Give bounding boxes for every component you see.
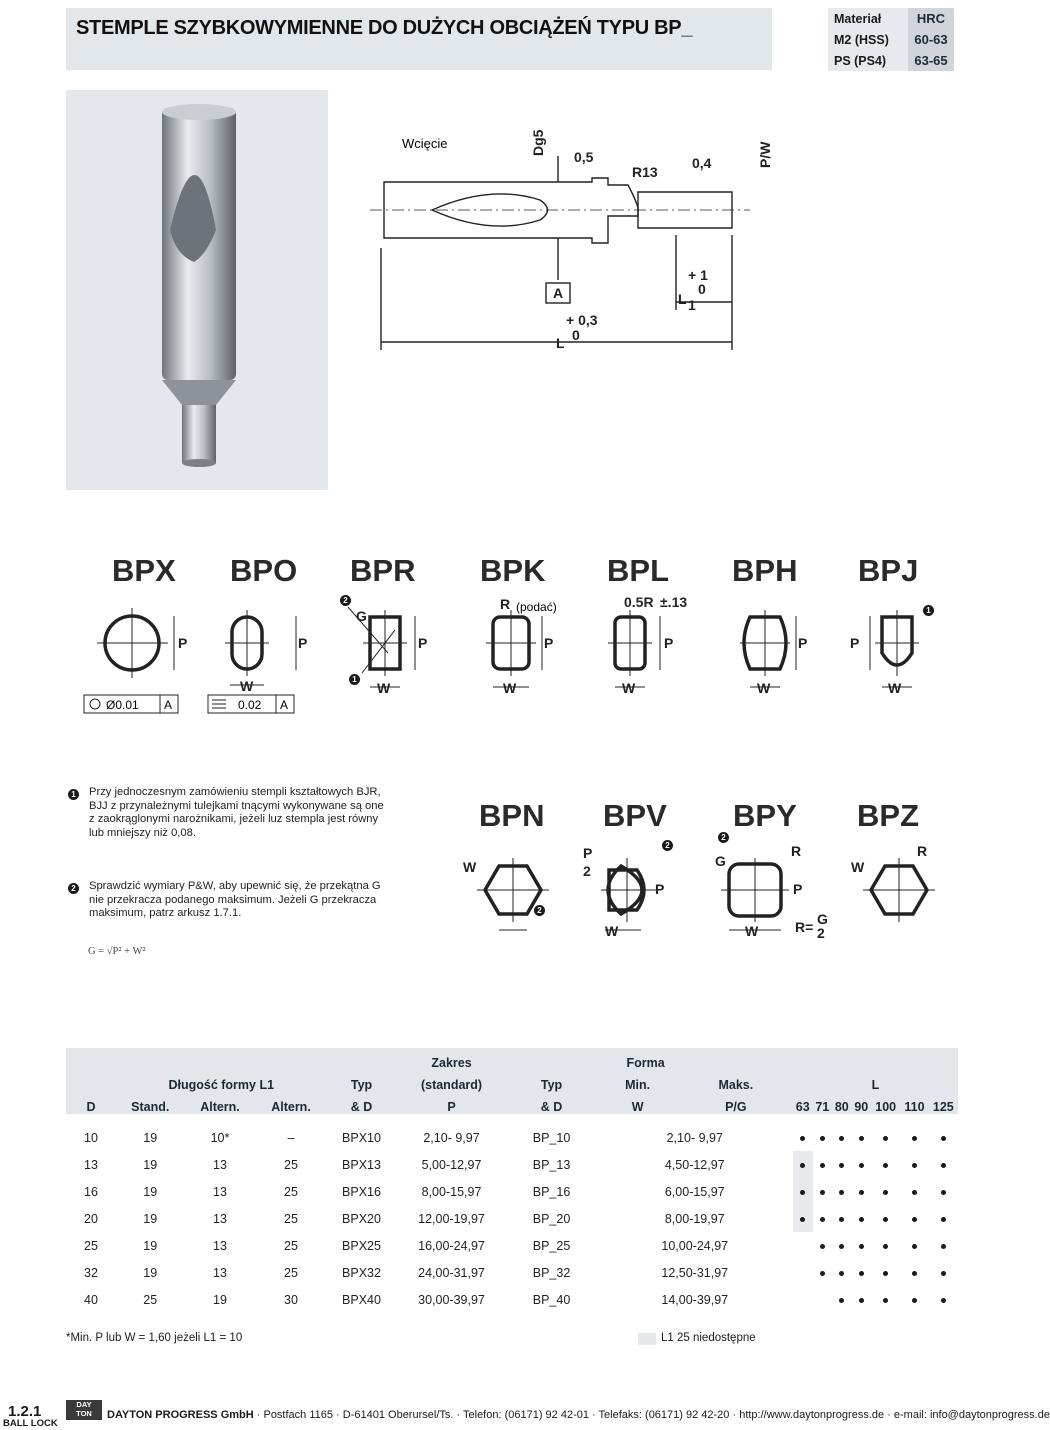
availability-dot xyxy=(820,1136,825,1141)
table-cell-d: 25 xyxy=(84,1238,98,1253)
table-cell-l-availability xyxy=(871,1232,900,1259)
availability-dot xyxy=(859,1136,864,1141)
dim-p: P xyxy=(298,635,308,651)
chamfer-label-1: 0,5 xyxy=(574,149,594,165)
table-cell-stand: 19 xyxy=(143,1157,158,1172)
table-cell-l-availability xyxy=(852,1114,872,1151)
table-cell-range: 24,00-31,97 xyxy=(418,1265,485,1280)
dim-w: W xyxy=(888,680,902,696)
table-cell-typ: BPX40 xyxy=(342,1292,381,1307)
shape-name: BPX xyxy=(112,553,176,588)
dim-w: W xyxy=(622,680,636,696)
table-cell-altern: 13 xyxy=(213,1157,227,1172)
table-cell-forma: 8,00-19,97 xyxy=(664,1211,725,1226)
col-header-l-value: 100 xyxy=(875,1100,897,1114)
availability-dot xyxy=(941,1217,946,1222)
availability-dot xyxy=(883,1190,888,1195)
address-details: · Postfach 1165 · D-61401 Oberursel/Ts. · Telefon: (06171) 92 42-01 · Telefaks: (06171) 92 42-20 · http://www.daytonprogress.de · e-mail: info@daytonprogress.de xyxy=(253,1409,1050,1421)
availability-dot xyxy=(839,1163,844,1168)
table-cell-altern: 25 xyxy=(284,1265,298,1280)
table-cell-l-availability xyxy=(813,1259,833,1286)
table-cell-range: 8,00-15,97 xyxy=(421,1184,482,1199)
col-header-stand: Stand. xyxy=(131,1100,170,1114)
availability-dot xyxy=(941,1190,946,1195)
table-cell-forma: 6,00-15,97 xyxy=(664,1184,725,1199)
radius-r-label: R xyxy=(917,843,928,859)
note-marker-2: 2 xyxy=(718,832,729,843)
table-cell-l-availability xyxy=(900,1151,928,1178)
availability-dot xyxy=(820,1217,825,1222)
table-cell-range: 12,00-19,97 xyxy=(418,1211,485,1226)
table-cell-l-availability xyxy=(813,1178,833,1205)
col-header-standard: (standard) xyxy=(420,1078,483,1092)
availability-dot xyxy=(912,1271,917,1276)
min-size-note: *Min. P lub W = 1,60 jeżeli L1 = 10 xyxy=(66,1332,243,1344)
table-cell-l-availability xyxy=(832,1151,852,1178)
table-cell-l-availability xyxy=(813,1286,833,1313)
table-cell-altern: 25 xyxy=(284,1157,298,1172)
shape-name: BPV xyxy=(603,798,667,833)
table-cell-stand: 19 xyxy=(143,1184,158,1199)
table-cell-l-availability xyxy=(832,1205,852,1232)
table-cell-l-availability xyxy=(852,1232,872,1259)
availability-dot xyxy=(839,1217,844,1222)
shape-name: BPZ xyxy=(857,798,919,833)
dg5-label: Dg5 xyxy=(530,129,546,156)
table-cell-l-availability xyxy=(793,1259,813,1286)
table-cell-typ: BP_16 xyxy=(532,1184,571,1199)
table-cell-altern: 25 xyxy=(284,1238,298,1253)
table-cell-altern: 13 xyxy=(213,1184,227,1199)
r-equals-label: R= xyxy=(795,919,814,935)
availability-dot xyxy=(912,1163,917,1168)
hrc-header: HRC xyxy=(908,8,954,29)
availability-dot xyxy=(941,1136,946,1141)
table-cell-altern: 19 xyxy=(213,1292,227,1307)
availability-dot xyxy=(912,1136,917,1141)
col-header-w: W xyxy=(631,1100,644,1114)
table-cell-stand: 19 xyxy=(143,1130,158,1145)
table-cell-d: 13 xyxy=(84,1157,98,1172)
availability-dot xyxy=(839,1136,844,1141)
dim-g: G xyxy=(715,853,726,869)
l-tol-plus: + 0,3 xyxy=(566,312,598,328)
l1-label: L xyxy=(678,291,687,307)
table-cell-typ: BPX10 xyxy=(342,1130,381,1145)
col-header-p: P xyxy=(447,1100,456,1114)
availability-dot xyxy=(912,1244,917,1249)
dim-p: P xyxy=(850,635,860,651)
col-header-pg: P/G xyxy=(725,1100,747,1114)
tolerance-value: 0.02 xyxy=(238,698,262,712)
table-cell-l-availability xyxy=(929,1286,958,1313)
punch-outline xyxy=(384,178,638,243)
table-cell-range: 5,00-12,97 xyxy=(421,1157,482,1172)
l1-tol-minus: 0 xyxy=(698,281,706,297)
table-cell-l-availability xyxy=(900,1178,928,1205)
table-cell-l-availability xyxy=(793,1178,813,1205)
r-fraction-two: 2 xyxy=(817,925,825,941)
table-cell-typ: BP_25 xyxy=(532,1238,571,1253)
table-cell-l-availability xyxy=(813,1205,833,1232)
punch-dimension-drawing xyxy=(370,120,790,360)
shape-name: BPR xyxy=(350,553,416,588)
material-name: M2 (HSS) xyxy=(828,29,908,50)
table-cell-d: 10 xyxy=(84,1130,98,1145)
table-cell-range: 30,00-39,97 xyxy=(418,1292,485,1307)
table-cell-range: 2,10- 9,97 xyxy=(423,1130,480,1145)
table-cell-l-availability xyxy=(871,1259,900,1286)
availability-dot xyxy=(839,1190,844,1195)
table-cell-l-availability xyxy=(900,1259,928,1286)
availability-dot xyxy=(912,1217,917,1222)
table-cell-l-availability xyxy=(813,1114,833,1151)
table-cell-l-availability xyxy=(900,1114,928,1151)
table-cell-forma: 2,10- 9,97 xyxy=(666,1130,723,1145)
radius-label: R13 xyxy=(632,164,658,180)
material-hrc: 60-63 xyxy=(908,29,954,50)
dim-g: G xyxy=(356,608,367,624)
note-marker-2: 2 xyxy=(340,595,351,606)
note-marker-1: 1 xyxy=(349,674,360,685)
shape-name: BPK xyxy=(480,553,546,588)
col-header-l-value: 90 xyxy=(854,1100,869,1114)
table-cell-range: 16,00-24,97 xyxy=(418,1238,485,1253)
punch-illustration xyxy=(66,90,328,490)
table-cell-l-availability xyxy=(900,1232,928,1259)
table-cell-l-availability xyxy=(900,1286,928,1313)
chamfer-label-2: 0,4 xyxy=(692,155,712,171)
table-cell-typ: BP_13 xyxy=(532,1157,571,1172)
tolerance-datum: A xyxy=(280,698,289,712)
table-cell-l-availability xyxy=(793,1232,813,1259)
table-row xyxy=(66,1151,958,1178)
logo-text-bottom: TON xyxy=(76,1409,92,1418)
dim-w: W xyxy=(240,678,254,694)
table-cell-l-availability xyxy=(852,1259,872,1286)
table-cell-l-availability xyxy=(832,1286,852,1313)
shape-name: BPJ xyxy=(858,553,919,588)
availability-dot xyxy=(800,1136,805,1141)
material-table xyxy=(828,8,954,71)
table-row xyxy=(66,1178,958,1205)
availability-dot xyxy=(883,1136,888,1141)
availability-dot xyxy=(883,1298,888,1303)
availability-dot xyxy=(820,1244,825,1249)
shapes-row-1 xyxy=(80,545,960,725)
table-cell-typ: BP_32 xyxy=(532,1265,571,1280)
table-cell-l-availability xyxy=(813,1151,833,1178)
table-cell-typ: BPX20 xyxy=(342,1211,381,1226)
note-2-text: Sprawdzić wymiary P&W, aby upewnić się, że przekątna G nie przekracza podanego maksimum. Jeżeli G przekracza maksimum, patrz arkusz 1.7.1. xyxy=(89,880,381,920)
shape-name: BPL xyxy=(607,553,669,588)
table-row xyxy=(66,1205,958,1232)
col-header-d: D xyxy=(86,1100,96,1114)
table-cell-l-availability xyxy=(832,1259,852,1286)
note-marker-2: 2 xyxy=(662,840,673,851)
col-header-zakres: Zakres xyxy=(431,1056,472,1070)
table-cell-l-availability xyxy=(929,1178,958,1205)
note-1-text: Przy jednoczesnym zamówieniu stempli kształtowych BJR, BJJ z przynależnymi tulejkami tnącymi wykonywane są one z zaokrąglonymi narożnikami, jeżeli luz stempla jest równy lub mniejszy niż 0,08. xyxy=(89,786,384,839)
col-header-typ-d: & D xyxy=(350,1100,373,1114)
table-cell-l-availability xyxy=(793,1286,813,1313)
dim-p: P xyxy=(655,881,665,897)
l-label: L xyxy=(556,335,565,351)
tolerance-datum: A xyxy=(164,698,173,712)
radius-r-label: R xyxy=(791,843,802,859)
table-cell-l-availability xyxy=(871,1151,900,1178)
table-cell-altern: 10* xyxy=(210,1130,230,1145)
table-cell-l-availability xyxy=(793,1114,813,1151)
availability-dot xyxy=(883,1163,888,1168)
table-row xyxy=(66,1286,958,1313)
table-cell-l-availability xyxy=(929,1232,958,1259)
col-header-l-value: 110 xyxy=(904,1100,925,1114)
table-cell-l-availability xyxy=(852,1205,872,1232)
dim-p: P xyxy=(418,635,428,651)
dim-w: W xyxy=(605,923,619,939)
company-address xyxy=(107,1409,1050,1421)
legend-swatch xyxy=(638,1333,656,1345)
table-cell-stand: 19 xyxy=(143,1211,158,1226)
table-cell-stand: 19 xyxy=(143,1238,158,1253)
table-cell-typ: BPX13 xyxy=(342,1157,381,1172)
table-cell-typ: BPX16 xyxy=(342,1184,381,1199)
table-cell-d: 16 xyxy=(84,1184,98,1199)
table-cell-l-availability xyxy=(793,1205,813,1232)
availability-dot xyxy=(859,1217,864,1222)
datum-a-label: A xyxy=(553,285,564,301)
dim-p: P xyxy=(583,845,593,861)
table-cell-forma: 12,50-31,97 xyxy=(661,1265,729,1280)
table-cell-forma: 14,00-39,97 xyxy=(661,1292,729,1307)
logo-text-top: DAY xyxy=(76,1400,92,1409)
availability-dot xyxy=(800,1163,805,1168)
col-header-altern: Altern. xyxy=(271,1100,311,1114)
table-cell-l-availability xyxy=(900,1205,928,1232)
note-marker-2: 2 xyxy=(68,883,79,894)
col-header-typ-d: & D xyxy=(540,1100,563,1114)
table-cell-altern: – xyxy=(287,1130,295,1145)
table-cell-l-availability xyxy=(852,1178,872,1205)
table-row xyxy=(66,1114,958,1151)
dim-w: W xyxy=(463,859,477,875)
dim-p: P xyxy=(544,635,554,651)
r-fraction-g: G xyxy=(817,911,828,927)
shape-name: BPO xyxy=(230,553,298,588)
table-cell-altern: 25 xyxy=(284,1184,298,1199)
table-cell-altern: 13 xyxy=(213,1238,227,1253)
availability-dot xyxy=(820,1163,825,1168)
specification-table xyxy=(66,1048,958,1313)
table-cell-l-availability xyxy=(929,1259,958,1286)
col-header-min: Min. xyxy=(625,1078,651,1092)
radius-note: 0.5R xyxy=(624,594,654,610)
availability-dot xyxy=(859,1190,864,1195)
company-name: DAYTON PROGRESS GmbH xyxy=(107,1409,254,1421)
availability-dot xyxy=(800,1190,805,1195)
shape-name: BPH xyxy=(732,553,798,588)
dim-w: W xyxy=(377,680,391,696)
shapes-row-2 xyxy=(455,790,955,950)
table-row xyxy=(66,1259,958,1286)
podac-label: (podać) xyxy=(516,600,557,614)
table-cell-l-availability xyxy=(871,1205,900,1232)
dim-p: P xyxy=(798,635,808,651)
l-tol-minus: 0 xyxy=(572,327,580,343)
availability-dot xyxy=(912,1298,917,1303)
page-title: STEMPLE SZYBKOWYMIENNE DO DUŻYCH OBCIĄŻEŃ TYPU BP_ xyxy=(76,17,693,39)
availability-dot xyxy=(820,1190,825,1195)
table-cell-typ: BP_40 xyxy=(532,1292,571,1307)
col-header-typ: Typ xyxy=(350,1078,373,1092)
radius-r-label: R xyxy=(500,596,511,612)
punch-head xyxy=(162,104,236,120)
table-cell-l-availability xyxy=(813,1232,833,1259)
availability-dot xyxy=(883,1271,888,1276)
material-name: PS (PS4) xyxy=(828,50,908,71)
note-marker-1: 1 xyxy=(923,605,934,616)
table-cell-forma: 10,00-24,97 xyxy=(661,1238,729,1253)
table-cell-l-availability xyxy=(793,1151,813,1178)
material-header: Materiał xyxy=(828,8,908,29)
table-cell-l-availability xyxy=(832,1232,852,1259)
table-cell-stand: 19 xyxy=(143,1265,158,1280)
table-cell-altern: 25 xyxy=(284,1211,298,1226)
dim-p: P xyxy=(793,881,803,897)
l1-subscript: 1 xyxy=(688,297,696,313)
availability-dot xyxy=(859,1271,864,1276)
table-cell-l-availability xyxy=(852,1151,872,1178)
page-number: 1.2.1 xyxy=(8,1403,42,1420)
table-cell-l-availability xyxy=(929,1114,958,1151)
availability-dot xyxy=(839,1271,844,1276)
table-cell-d: 40 xyxy=(84,1292,98,1307)
table-cell-forma: 4,50-12,97 xyxy=(664,1157,725,1172)
shape-name: BPY xyxy=(733,798,797,833)
specification-table-body xyxy=(66,1114,958,1313)
radius-tolerance: ±.13 xyxy=(660,594,688,610)
table-cell-l-availability xyxy=(871,1178,900,1205)
availability-dot xyxy=(859,1244,864,1249)
punch-taper xyxy=(162,380,236,405)
punch-tip xyxy=(182,405,216,463)
col-header-l-value: 125 xyxy=(932,1100,954,1114)
table-cell-l-availability xyxy=(871,1114,900,1151)
col-header-forma: Forma xyxy=(626,1056,665,1070)
l1-tol-plus: + 1 xyxy=(688,267,708,283)
col-header-l-value: 80 xyxy=(834,1100,849,1114)
availability-dot xyxy=(883,1244,888,1249)
table-cell-l-availability xyxy=(832,1178,852,1205)
col-header-typ: Typ xyxy=(540,1078,563,1092)
table-cell-typ: BPX32 xyxy=(342,1265,381,1280)
dayton-logo xyxy=(66,1400,102,1420)
legend-text: L1 25 niedostępne xyxy=(661,1332,756,1344)
table-cell-stand: 25 xyxy=(143,1292,158,1307)
dim-w: W xyxy=(757,680,771,696)
note-marker-2: 2 xyxy=(534,905,545,916)
dim-two: 2 xyxy=(583,863,591,879)
table-cell-l-availability xyxy=(929,1205,958,1232)
table-cell-altern: 30 xyxy=(284,1292,298,1307)
availability-dot xyxy=(859,1163,864,1168)
col-header-altern: Altern. xyxy=(200,1100,240,1114)
table-cell-l-availability xyxy=(852,1286,872,1313)
dim-w: W xyxy=(745,923,759,939)
diagonal-formula: G = √P² + W² xyxy=(88,946,146,957)
dim-p: P xyxy=(178,635,188,651)
col-header-l-value: 71 xyxy=(815,1100,830,1114)
col-header-l: L xyxy=(871,1078,880,1092)
pw-label: P/W xyxy=(757,141,773,168)
table-cell-d: 20 xyxy=(84,1211,98,1226)
table-cell-altern: 13 xyxy=(213,1211,227,1226)
availability-dot xyxy=(912,1190,917,1195)
col-header-length: Długość formy L1 xyxy=(168,1078,275,1092)
table-cell-l-availability xyxy=(871,1286,900,1313)
table-cell-d: 32 xyxy=(84,1265,98,1280)
dim-w: W xyxy=(503,680,517,696)
table-cell-l-availability xyxy=(929,1151,958,1178)
dim-w: W xyxy=(851,859,865,875)
dim-p: P xyxy=(664,635,674,651)
col-header-maks: Maks. xyxy=(718,1078,754,1092)
table-cell-typ: BP_20 xyxy=(532,1211,571,1226)
availability-dot xyxy=(800,1217,805,1222)
table-cell-altern: 13 xyxy=(213,1265,227,1280)
table-cell-typ: BPX25 xyxy=(342,1238,381,1253)
punch-tip-face xyxy=(182,459,216,467)
availability-dot xyxy=(859,1298,864,1303)
notch-label: Wcięcie xyxy=(402,136,448,151)
tolerance-value: Ø0.01 xyxy=(106,698,139,712)
col-header-l-value: 63 xyxy=(795,1100,810,1114)
availability-dot xyxy=(883,1217,888,1222)
shape-name: BPN xyxy=(479,798,545,833)
section-label: BALL LOCK xyxy=(3,1418,58,1429)
table-cell-typ: BP_10 xyxy=(532,1130,571,1145)
table-row xyxy=(66,1232,958,1259)
availability-dot xyxy=(941,1271,946,1276)
availability-dot xyxy=(839,1298,844,1303)
availability-dot xyxy=(941,1244,946,1249)
availability-dot xyxy=(941,1298,946,1303)
table-cell-l-availability xyxy=(832,1114,852,1151)
material-hrc: 63-65 xyxy=(908,50,954,71)
note-marker-1: 1 xyxy=(68,789,79,800)
availability-dot xyxy=(941,1163,946,1168)
availability-dot xyxy=(820,1271,825,1276)
availability-dot xyxy=(839,1244,844,1249)
